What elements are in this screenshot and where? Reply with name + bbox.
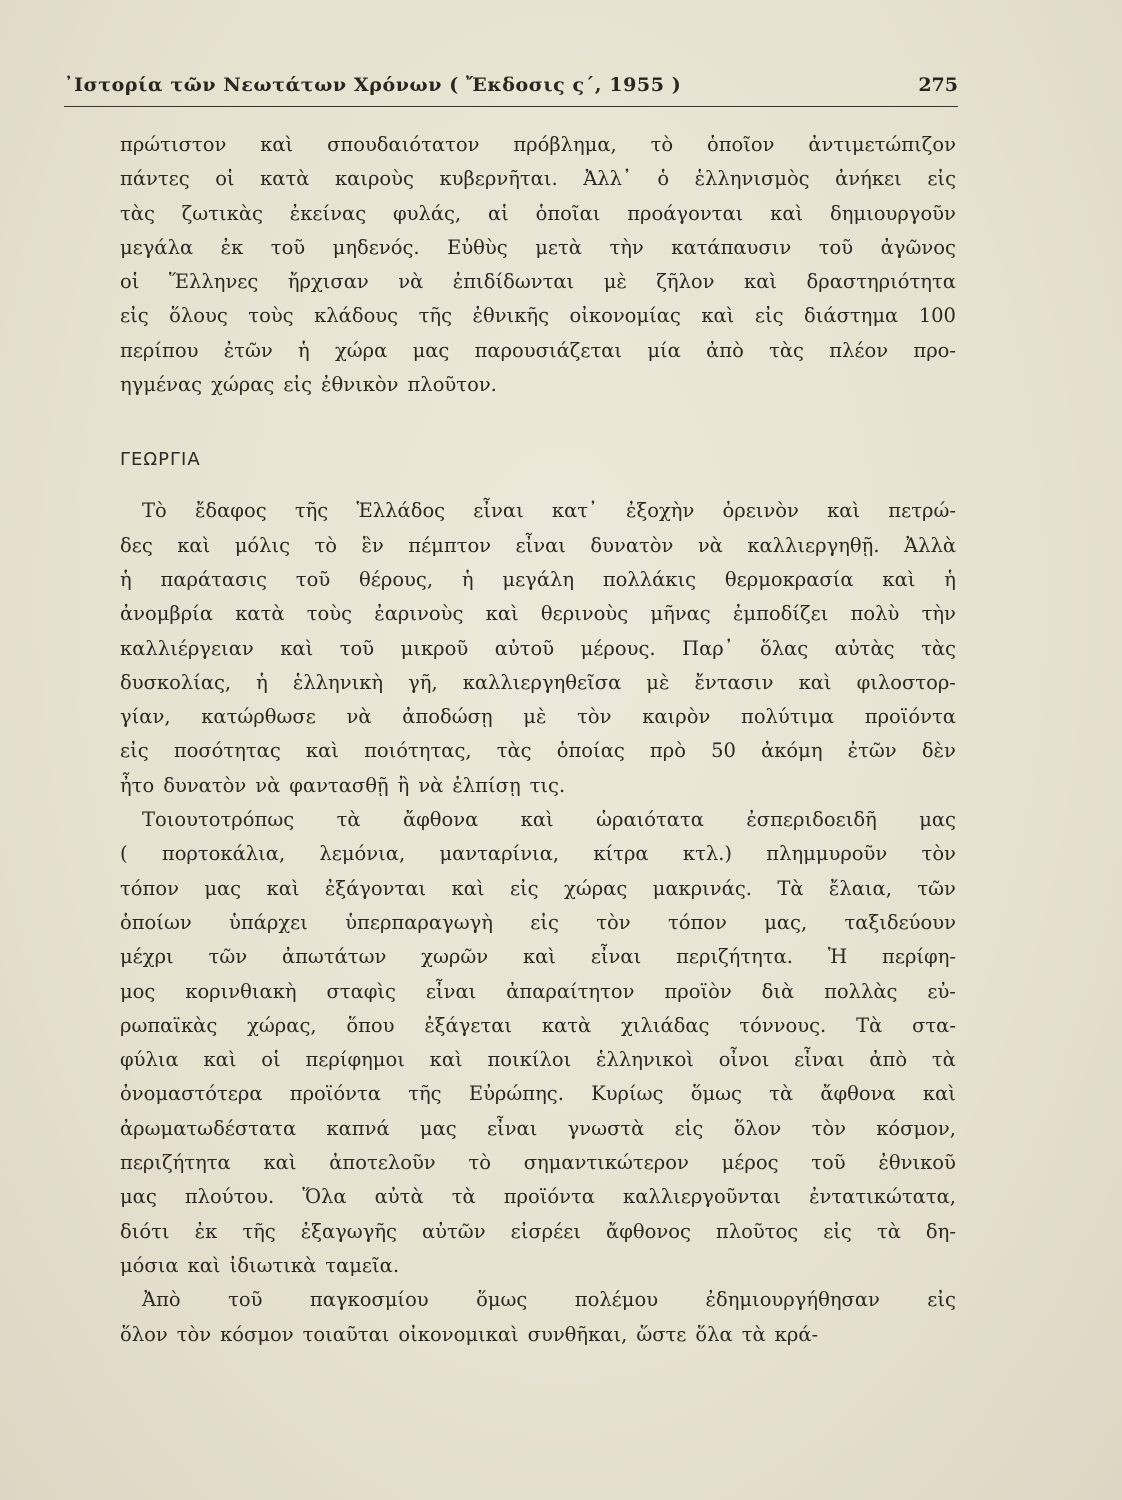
text-line: ρωπαϊκὰς χώρας, ὅπου ἐξάγεται κατὰ χιλιάδας τόννους. Τὰ στα- [120, 1013, 956, 1037]
text-line: εἰς ὅλους τοὺς κλάδους τῆς ἐθνικῆς οἰκονομίας καὶ εἰς διάστημα 100 [120, 304, 956, 328]
text-line: πρώτιστον καὶ σπουδαιότατον πρόβλημα, τὸ ὁποῖον ἀντιμετώπιζον [120, 133, 956, 156]
text-line: μέχρι τῶν ἀπωτάτων χωρῶν καὶ εἶναι περιζήτητα. Ἡ περίφη- [120, 945, 956, 969]
text-line: εἰς ποσότητας καὶ ποιότητας, τὰς ὁποίας πρὸ 50 ἀκόμη ἐτῶν δὲν [120, 739, 956, 763]
text-line: γίαν, κατώρθωσε νὰ ἀποδώσῃ μὲ τὸν καιρὸν πολύτιμα προϊόντα [120, 705, 956, 729]
text-line: πάντες οἱ κατὰ καιροὺς κυβερνῆται. Ἀλλ᾿ ὁ ἑλληνισμὸς ἀνήκει εἰς [120, 167, 956, 191]
running-header [64, 74, 958, 107]
body-text [120, 128, 956, 1352]
text-line: οἱ Ἕλληνες ἤρχισαν νὰ ἐπιδίδωνται μὲ ζῆλον καὶ δραστηριότητα [120, 270, 956, 294]
paragraph-4 [120, 1283, 956, 1352]
text-line: τὰς ζωτικὰς ἐκείνας φυλάς, αἱ ὁποῖαι προάγονται καὶ δημιουργοῦν [120, 201, 956, 225]
text-line: τόπον μας καὶ ἐξάγονται καὶ εἰς χώρας μακρινάς. Τὰ ἔλαια, τῶν [120, 876, 956, 900]
text-line: περιζήτητα καὶ ἀποτελοῦν τὸ σημαντικώτερον μέρος τοῦ ἐθνικοῦ [120, 1151, 956, 1175]
spacer [120, 402, 956, 440]
text-line: ὁποίων ὑπάρχει ὑπερπαραγωγὴ εἰς τὸν τόπον μας, ταξιδεύουν [120, 910, 956, 934]
text-line: δυσκολίας, ἡ ἑλληνικὴ γῆ, καλλιεργηθεῖσα μὲ ἔντασιν καὶ φιλοστορ- [120, 670, 956, 694]
text-line: μεγάλα ἐκ τοῦ μηδενός. Εὐθὺς μετὰ τὴν κατάπαυσιν τοῦ ἀγῶνος [120, 235, 956, 259]
paragraph-1 [120, 128, 956, 402]
text-line: ηγμένας χώρας εἰς ἐθνικὸν πλοῦτον. [120, 373, 497, 397]
text-line: διότι ἐκ τῆς ἐξαγωγῆς αὐτῶν εἰσρέει ἄφθονος πλοῦτος εἰς τὰ δη- [120, 1219, 956, 1243]
section-heading: ΓΕΩΡΓΙΑ [120, 449, 201, 471]
text-line: ( πορτοκάλια, λεμόνια, μανταρίνια, κίτρα κτλ.) πλημμυροῦν τὸν [120, 842, 956, 866]
text-line: περίπου ἐτῶν ἡ χώρα μας παρουσιάζεται μία ἀπὸ τὰς πλέον προ- [120, 338, 956, 362]
text-line: ἦτο δυνατὸν νὰ φαντασθῇ ἢ νὰ ἐλπίσῃ τις. [120, 773, 566, 797]
text-line: μας πλούτου. Ὅλα αὐτὰ τὰ προϊόντα καλλιεργοῦνται ἐντατικώτατα, [120, 1185, 956, 1209]
text-line: Τοιουτοτρόπως τὰ ἄφθονα καὶ ὡραιότατα ἐσπεριδοειδῆ μας [142, 808, 956, 832]
page-number: 275 [918, 74, 958, 96]
text-line: ὅλον τὸν κόσμον τοιαῦται οἰκονομικαὶ συνθῆκαι, ὥστε ὅλα τὰ κρά- [120, 1322, 819, 1346]
text-line: ὀνομαστότερα προϊόντα τῆς Εὐρώπης. Κυρίως ὅμως τὰ ἄφθονα καὶ [120, 1082, 956, 1106]
text-line: ἡ παράτασις τοῦ θέρους, ἡ μεγάλη πολλάκις θερμοκρασία καὶ ἡ [120, 567, 956, 591]
text-line: Τὸ ἔδαφος τῆς Ἑλλάδος εἶναι κατ᾿ ἐξοχὴν ὀρεινὸν καὶ πετρώ- [142, 499, 956, 523]
paragraph-3 [120, 803, 956, 1283]
text-line: μόσια καὶ ἰδιωτικὰ ταμεῖα. [120, 1253, 400, 1277]
text-line: μος κορινθιακὴ σταφὶς εἶναι ἀπαραίτητον προϊὸν διὰ πολλὰς εὐ- [120, 979, 956, 1003]
text-line: ἀνομβρία κατὰ τοὺς ἐαρινοὺς καὶ θερινοὺς μῆνας ἐμποδίζει πολὺ τὴν [120, 602, 956, 626]
running-header-title: ᾿Ιστορία τῶν Νεωτάτων Χρόνων ( Ἔκδοσις ς΄, 1955 ) [64, 74, 682, 96]
text-line: δες καὶ μόλις τὸ ἓν πέμπτον εἶναι δυνατὸν νὰ καλλιεργηθῇ. Ἀλλὰ [120, 533, 956, 557]
text-line: φύλια καὶ οἱ περίφημοι καὶ ποικίλοι ἑλληνικοὶ οἶνοι εἶναι ἀπὸ τὰ [120, 1048, 956, 1072]
text-line: καλλιέργειαν καὶ τοῦ μικροῦ αὐτοῦ μέρους. Παρ᾿ ὅλας αὐτὰς τὰς [120, 636, 956, 660]
text-line: ἀρωματωδέστατα καπνά μας εἶναι γνωστὰ εἰς ὅλον τὸν κόσμον, [120, 1116, 956, 1140]
text-line: Ἀπὸ τοῦ παγκοσμίου ὅμως πολέμου ἐδημιουργήθησαν εἰς [142, 1288, 956, 1312]
paragraph-2 [120, 494, 956, 803]
